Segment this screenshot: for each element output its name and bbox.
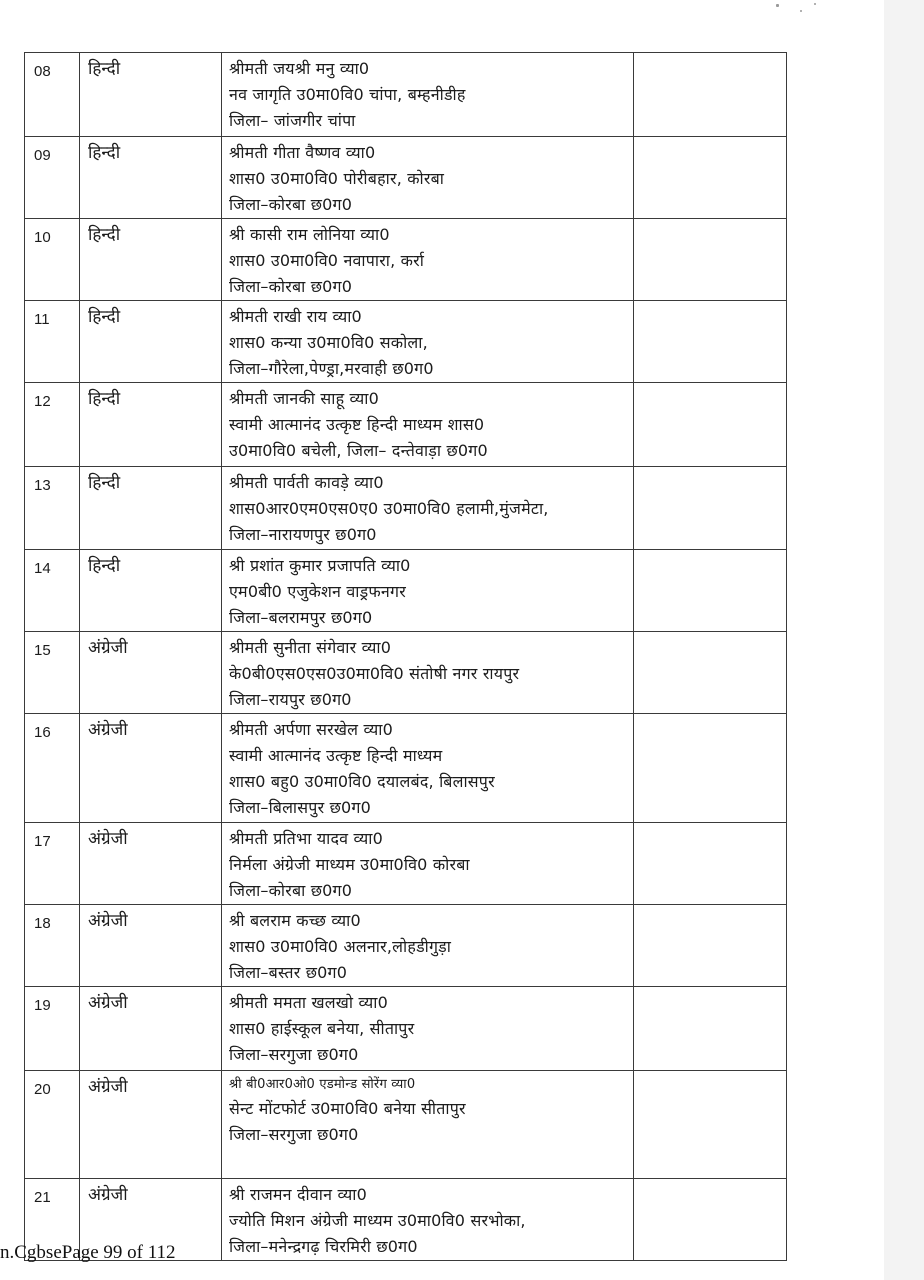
remarks-cell [634, 714, 787, 823]
serial-number-cell: 20 [25, 1071, 80, 1179]
table-row [25, 137, 787, 219]
serial-number-cell: 12 [25, 383, 80, 467]
teacher-detail-cell [222, 137, 634, 219]
subject-cell: अंग्रेजी [80, 823, 222, 905]
detail-line: नव जागृति उ0मा0वि0 चांपा, बम्हनीडीह [229, 85, 466, 104]
detail-line: जिला– जांजगीर चांपा [229, 111, 356, 130]
table-row [25, 383, 787, 467]
remarks-cell [634, 301, 787, 383]
detail-line: श्रीमती सुनीता संगेवार व्या0 [229, 638, 392, 657]
remarks-cell [634, 823, 787, 905]
detail-line: जिला–बस्तर छ0ग0 [229, 963, 348, 982]
detail-line: ज्योति मिशन अंग्रेजी माध्यम उ0मा0वि0 सरभोका, [229, 1211, 526, 1230]
page-footer: n.CgbsePage 99 of 112 [0, 1242, 176, 1263]
serial-number-cell: 11 [25, 301, 80, 383]
detail-line: श्रीमती राखी राय व्या0 [229, 307, 362, 326]
subject-cell: हिन्दी [80, 301, 222, 383]
detail-line: श्रीमती पार्वती कावड़े व्या0 [229, 473, 384, 492]
teacher-detail-cell [222, 53, 634, 137]
remarks-cell [634, 550, 787, 632]
subject-cell: हिन्दी [80, 219, 222, 301]
table-row [25, 905, 787, 987]
subject-cell: हिन्दी [80, 383, 222, 467]
detail-line: शास0 उ0मा0वि0 नवापारा, कर्रा [229, 251, 425, 270]
table-row [25, 632, 787, 714]
scan-speck [776, 4, 779, 7]
detail-line: शास0 बहु0 उ0मा0वि0 दयालबंद, बिलासपुर [229, 772, 495, 791]
detail-line: स्वामी आत्मानंद उत्कृष्ट हिन्दी माध्यम शास0 [229, 415, 485, 434]
detail-line: श्रीमती प्रतिभा यादव व्या0 [229, 829, 384, 848]
roster-table [24, 52, 787, 1261]
scan-speck [814, 3, 816, 5]
serial-number-cell: 10 [25, 219, 80, 301]
teacher-detail-cell [222, 467, 634, 550]
detail-line: जिला–गौरेला,पेण्ड्रा,मरवाही छ0ग0 [229, 359, 434, 378]
detail-line: एम0बी0 एजुकेशन वाड्रफनगर [229, 582, 406, 601]
detail-line: जिला–कोरबा छ0ग0 [229, 195, 353, 214]
remarks-cell [634, 53, 787, 137]
detail-line: जिला–बिलासपुर छ0ग0 [229, 798, 371, 817]
detail-line: जिला–रायपुर छ0ग0 [229, 690, 352, 709]
serial-number-cell: 13 [25, 467, 80, 550]
table-row [25, 301, 787, 383]
detail-line: जिला–सरगुजा छ0ग0 [229, 1045, 359, 1064]
remarks-cell [634, 905, 787, 987]
detail-line: श्री राजमन दीवान व्या0 [229, 1185, 367, 1204]
remarks-cell [634, 987, 787, 1071]
detail-line: जिला–सरगुजा छ0ग0 [229, 1125, 359, 1144]
teacher-detail-cell [222, 219, 634, 301]
detail-line: श्री कासी राम लोनिया व्या0 [229, 225, 390, 244]
detail-line: सेन्ट मोंटफोर्ट उ0मा0वि0 बनेया सीतापुर [229, 1099, 466, 1118]
detail-line: निर्मला अंग्रेजी माध्यम उ0मा0वि0 कोरबा [229, 855, 470, 874]
subject-cell: अंग्रेजी [80, 632, 222, 714]
detail-line: उ0मा0वि0 बचेली, जिला– दन्तेवाड़ा छ0ग0 [229, 441, 488, 460]
detail-line: जिला–कोरबा छ0ग0 [229, 881, 353, 900]
teacher-detail-cell [222, 987, 634, 1071]
detail-line: श्री प्रशांत कुमार प्रजापति व्या0 [229, 556, 411, 575]
remarks-cell [634, 1071, 787, 1179]
serial-number-cell: 17 [25, 823, 80, 905]
teacher-detail-cell [222, 383, 634, 467]
teacher-detail-cell [222, 823, 634, 905]
subject-cell: हिन्दी [80, 550, 222, 632]
detail-line: शास0 हाईस्कूल बनेया, सीतापुर [229, 1019, 415, 1038]
detail-line: श्रीमती अर्पणा सरखेल व्या0 [229, 720, 393, 739]
teacher-detail-cell [222, 1071, 634, 1179]
serial-number-cell: 08 [25, 53, 80, 137]
remarks-cell [634, 1179, 787, 1261]
scan-speck [800, 10, 802, 12]
detail-line: जिला–कोरबा छ0ग0 [229, 277, 353, 296]
teacher-detail-cell [222, 714, 634, 823]
table-row [25, 823, 787, 905]
teacher-detail-cell [222, 301, 634, 383]
table-row [25, 550, 787, 632]
detail-line: श्रीमती जयश्री मनु व्या0 [229, 59, 370, 78]
detail-line: श्री बी0आर0ओ0 एडमोन्ड सोरेंग व्या0 [229, 1077, 416, 1092]
serial-number-cell: 15 [25, 632, 80, 714]
roster-table-body [25, 53, 787, 1261]
subject-cell: हिन्दी [80, 137, 222, 219]
serial-number-cell: 16 [25, 714, 80, 823]
detail-line: जिला–नारायणपुर छ0ग0 [229, 525, 377, 544]
remarks-cell [634, 632, 787, 714]
serial-number-cell: 21 [25, 1179, 80, 1261]
detail-line: श्री बलराम कच्छ व्या0 [229, 911, 361, 930]
remarks-cell [634, 383, 787, 467]
detail-line: के0बी0एस0एस0उ0मा0वि0 संतोषी नगर रायपुर [229, 664, 520, 683]
remarks-cell [634, 137, 787, 219]
teacher-detail-cell [222, 1179, 634, 1261]
detail-line: श्रीमती जानकी साहू व्या0 [229, 389, 380, 408]
detail-line: शास0 कन्या उ0मा0वि0 सकोला, [229, 333, 428, 352]
teacher-detail-cell [222, 632, 634, 714]
serial-number-cell: 19 [25, 987, 80, 1071]
detail-line: जिला–मनेन्द्रगढ़ चिरमिरी छ0ग0 [229, 1237, 418, 1256]
table-row [25, 1071, 787, 1179]
table-row [25, 53, 787, 137]
subject-cell: हिन्दी [80, 53, 222, 137]
serial-number-cell: 14 [25, 550, 80, 632]
detail-line: जिला–बलरामपुर छ0ग0 [229, 608, 373, 627]
subject-cell: अंग्रेजी [80, 714, 222, 823]
detail-line: शास0 उ0मा0वि0 अलनार,लोहडीगुड़ा [229, 937, 452, 956]
subject-cell: अंग्रेजी [80, 1179, 222, 1261]
teacher-detail-cell [222, 550, 634, 632]
subject-cell: अंग्रेजी [80, 1071, 222, 1179]
subject-cell: हिन्दी [80, 467, 222, 550]
table-row [25, 467, 787, 550]
detail-line: श्रीमती ममता खलखो व्या0 [229, 993, 389, 1012]
teacher-detail-cell [222, 905, 634, 987]
serial-number-cell: 09 [25, 137, 80, 219]
detail-line: शास0आर0एम0एस0ए0 उ0मा0वि0 हलामी,मुंजमेटा, [229, 499, 549, 518]
table-row [25, 219, 787, 301]
subject-cell: अंग्रेजी [80, 905, 222, 987]
subject-cell: अंग्रेजी [80, 987, 222, 1071]
detail-line: श्रीमती गीता वैष्णव व्या0 [229, 143, 376, 162]
table-row [25, 987, 787, 1071]
detail-line: स्वामी आत्मानंद उत्कृष्ट हिन्दी माध्यम [229, 746, 443, 765]
serial-number-cell: 18 [25, 905, 80, 987]
table-row [25, 714, 787, 823]
remarks-cell [634, 219, 787, 301]
remarks-cell [634, 467, 787, 550]
detail-line: शास0 उ0मा0वि0 पोरीबहार, कोरबा [229, 169, 445, 188]
